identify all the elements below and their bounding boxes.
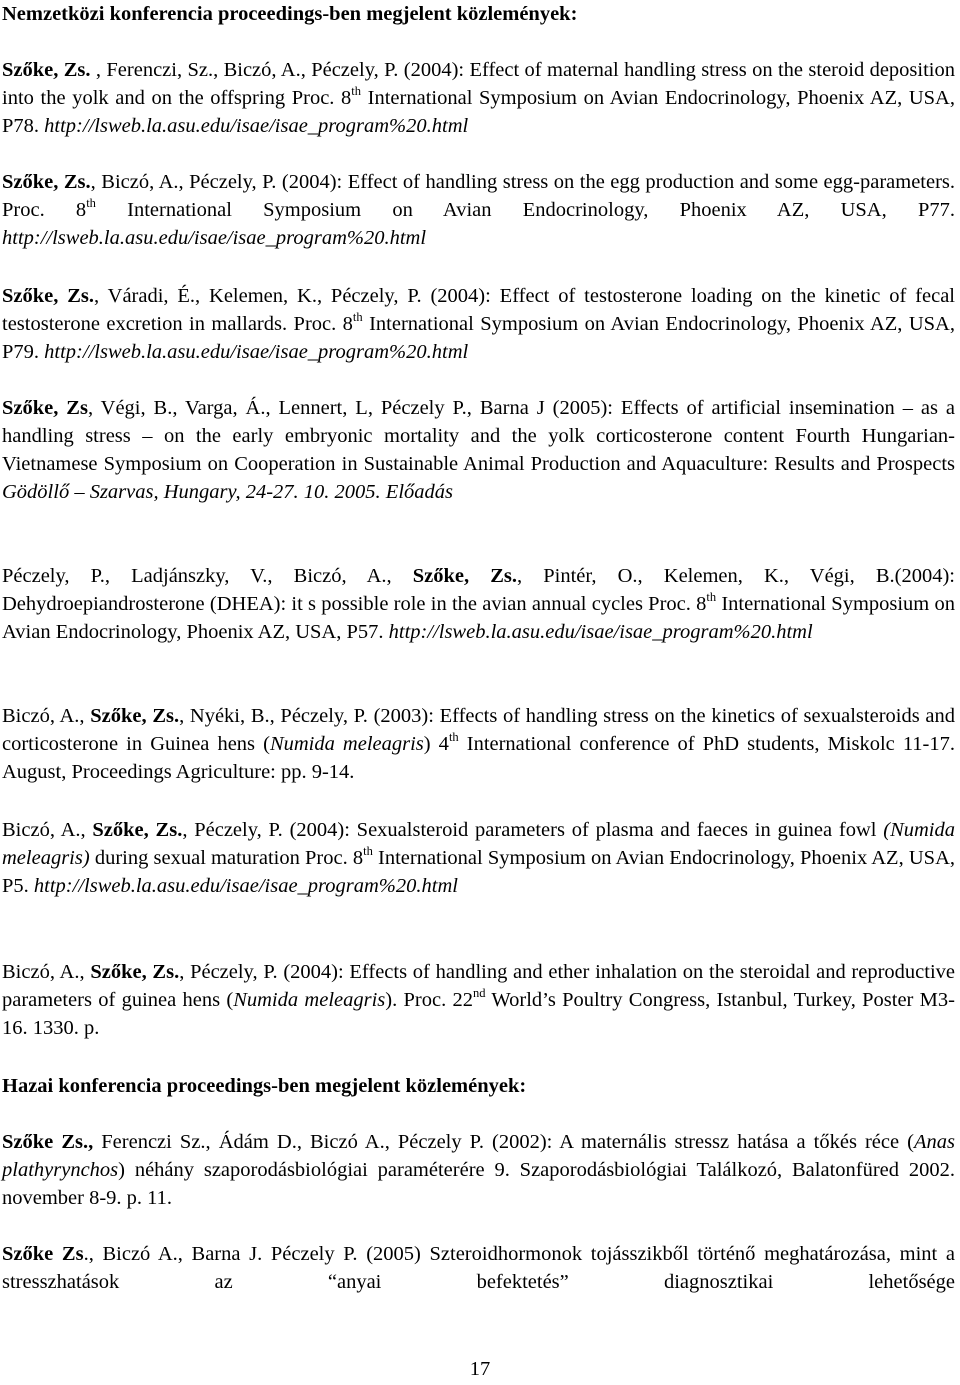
author-highlight: Szőke, Zs. xyxy=(412,565,517,587)
publication-entry xyxy=(2,816,955,900)
authors: ., Biczó A., Barna J. Péczely P. xyxy=(83,1243,358,1265)
authors: , Péczely, P. xyxy=(182,819,283,841)
ordinal-suffix: th xyxy=(86,196,96,210)
citation-text: (2004): Effect of maternal handling stress on the steroid deposition into the yolk and on the offspring Proc. 8 xyxy=(2,59,955,109)
citation-url: http://lsweb.la.asu.edu/isae/isae_program%20.html xyxy=(44,115,469,137)
author-highlight: Szőke, Zs. xyxy=(90,705,180,727)
authors-pre: Biczó, A., xyxy=(2,705,91,727)
ordinal-suffix: th xyxy=(352,310,363,324)
citation-text: (2004): Sexualsteroid parameters of plasma and faeces in guinea fowl xyxy=(282,819,884,841)
authors: Ferenczi Sz., Ádám D., Biczó A., Péczely P. xyxy=(93,1131,484,1153)
authors: , Váradi, É., Kelemen, K., Péczely, P. xyxy=(94,285,422,307)
citation-url: http://lsweb.la.asu.edu/isae/isae_program%20.html xyxy=(2,227,427,249)
ordinal-suffix: th xyxy=(363,844,373,858)
species-name: Anas plathyrynchos xyxy=(2,1131,956,1181)
citation-text-cont: International Symposium on Avian Endocrinology, Phoenix AZ, USA, P5. xyxy=(2,847,955,897)
citation-text-mid: ) néhány szaporodásbiológiai paraméterére 9. Szaporodásbiológiai Találkozó, Balatonfüred 2002. november 8-9. p. 11. xyxy=(2,1159,955,1209)
citation-text: (2004): Effects of handling and ether inhalation on the steroidal and reproductive parameters of guinea hens ( xyxy=(2,961,956,1011)
author-highlight: Szőke Zs xyxy=(2,1243,84,1265)
authors-pre: Péczely, P., Ladjánszky, V., Biczó, A., xyxy=(2,565,413,587)
citation-venue: Gödöllő – Szarvas, Hungary, 24-27. 10. 2005. Előadás xyxy=(2,481,453,503)
publication-entry xyxy=(2,394,955,506)
authors: , Pintér, O., Kelemen, K., Végi, B. xyxy=(517,565,895,587)
citation-text-cont: International conference of PhD students, Miskolc 11-17. August, Proceedings Agriculture: pp. 9-14. xyxy=(2,733,956,783)
author-highlight: Szőke, Zs. xyxy=(2,59,91,81)
publication-entry xyxy=(2,168,955,252)
author-highlight: Szőke, Zs. xyxy=(92,819,183,841)
authors: , Biczó, A., Péczely, P. xyxy=(90,171,277,193)
authors: , Nyéki, B., Péczely, P. xyxy=(179,705,368,727)
ordinal-suffix: th xyxy=(448,730,459,744)
citation-text: (2005): Effects of artificial insemination – as a handling stress – on the early embryonic mortality and the yolk corticosterone content Fourth Hungarian-Vietnamese Symposium on Cooperation in Sustainable Animal Production and Aquaculture: Results and Prospects xyxy=(2,397,956,475)
section-heading-international: Nemzetközi konferencia proceedings-ben megjelent közlemények: xyxy=(2,3,578,25)
author-highlight: Szőke, Zs. xyxy=(2,171,91,193)
citation-url: http://lsweb.la.asu.edu/isae/isae_program%20.html xyxy=(33,875,458,897)
section-heading-domestic: Hazai konferencia proceedings-ben megjelent közlemények: xyxy=(2,1075,527,1097)
citation-text: (2004): Effect of handling stress on the egg production and some egg-parameters. Proc. 8 xyxy=(2,171,956,221)
publication-entry xyxy=(2,282,955,366)
citation-text-cont: International Symposium on Avian Endocrinology, Phoenix AZ, USA, P79. xyxy=(2,313,955,363)
citation-text: (2004): Dehydroepiandrosterone (DHEA): it s possible role in the avian annual cycles Proc. 8 xyxy=(2,565,956,615)
citation-text: (2005) Szteroidhormonok tojásszikből történő meghatározása, mint a stresszhatások az “anyai befektetés” diagnosztikai lehetősége xyxy=(2,1243,955,1293)
authors-pre: Biczó, A., xyxy=(2,819,93,841)
author-highlight: Szőke Zs., xyxy=(2,1131,94,1153)
publication-entry xyxy=(2,56,955,140)
publication-entry xyxy=(2,562,955,646)
species-name: (Numida meleagris) xyxy=(2,819,955,869)
author-highlight: Szőke, Zs xyxy=(2,397,88,419)
citation-text-mid: during sexual maturation Proc. 8 xyxy=(89,847,364,869)
citation-url: http://lsweb.la.asu.edu/isae/isae_program%20.html xyxy=(44,341,469,363)
authors: , Végi, B., Varga, Á., Lennert, L, Péczely P., Barna J xyxy=(87,397,545,419)
citation-text-cont: International Symposium on Avian Endocrinology, Phoenix AZ, USA, P57. xyxy=(2,593,955,643)
citation-text-mid: ). Proc. 22 xyxy=(385,989,473,1011)
citation-text-cont: International Symposium on Avian Endocrinology, Phoenix AZ, USA, P77. xyxy=(95,199,955,221)
citation-text: (2002): A maternális stressz hatása a tőkés réce ( xyxy=(483,1131,915,1153)
species-name: Numida meleagris xyxy=(233,989,386,1011)
ordinal-suffix: th xyxy=(351,84,362,98)
publication-entry xyxy=(2,1128,955,1212)
citation-text-cont: World’s Poultry Congress, Istanbul, Turkey, Poster M3-16. 1330. p. xyxy=(2,989,955,1039)
ordinal-suffix: nd xyxy=(473,986,486,1000)
citation-url: http://lsweb.la.asu.edu/isae/isae_program%20.html xyxy=(388,621,813,643)
ordinal-suffix: th xyxy=(706,590,717,604)
author-highlight: Szőke, Zs. xyxy=(2,285,95,307)
citation-text: (2004): Effect of testosterone loading on the kinetic of fecal testosterone excretion in mallards. Proc. 8 xyxy=(2,285,955,335)
publication-entry xyxy=(2,702,955,786)
authors-pre: Biczó, A., xyxy=(2,961,91,983)
authors: , Ferenczi, Sz., Biczó, A., Péczely, P. xyxy=(90,59,399,81)
page-number: 17 xyxy=(469,1358,491,1380)
citation-text: (2003): Effects of handling stress on the kinetics of sexualsteroids and corticosterone in Guinea hens ( xyxy=(2,705,955,755)
authors: , Péczely, P. xyxy=(179,961,278,983)
publication-entry xyxy=(2,1240,955,1296)
species-name: Numida meleagris xyxy=(269,733,424,755)
publication-entry xyxy=(2,958,955,1042)
citation-text-cont: International Symposium on Avian Endocrinology, Phoenix AZ, USA, P78. xyxy=(2,87,955,137)
citation-text-mid: ) 4 xyxy=(423,733,449,755)
author-highlight: Szőke, Zs. xyxy=(90,961,180,983)
